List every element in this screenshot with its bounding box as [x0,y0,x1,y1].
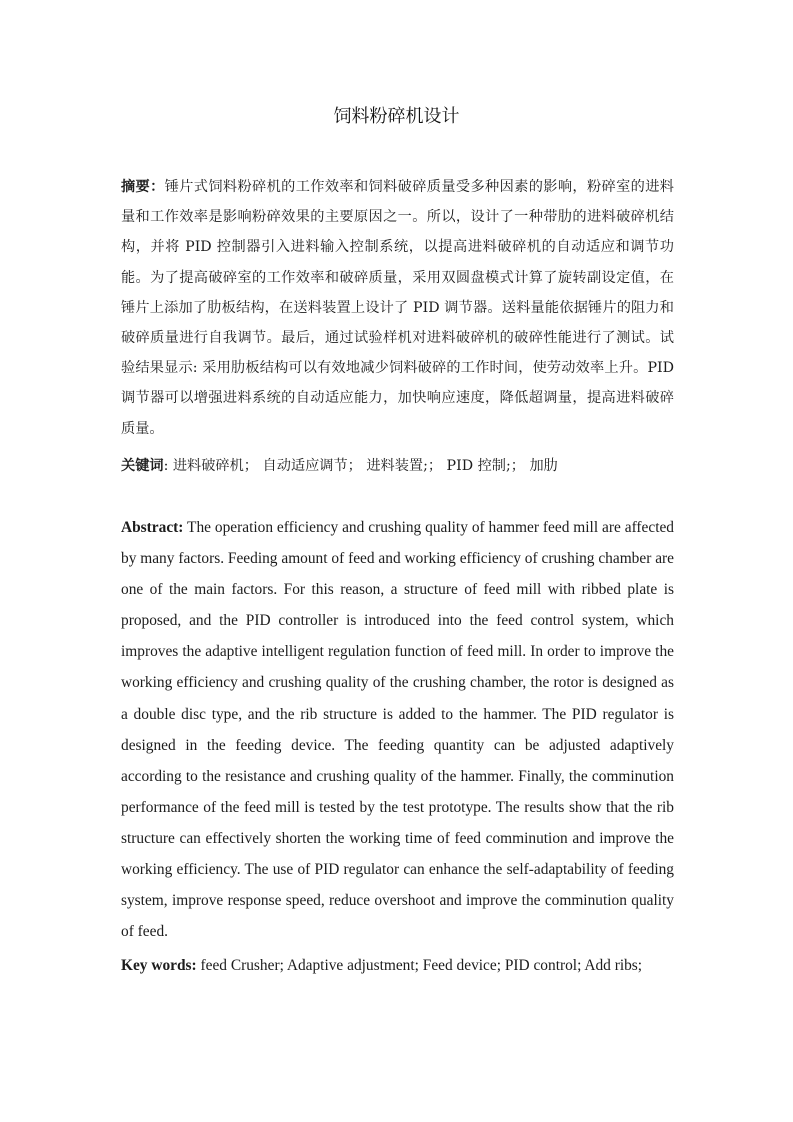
english-abstract [121,512,674,947]
chinese-keywords-text: : 进料破碎机； 自动适应调节； 进料装置;； PID 控制;； 加肋 [163,458,558,474]
english-abstract-label: Abstract: [121,519,184,536]
english-keywords [121,951,681,981]
chinese-keywords-label: 关键词 [121,458,164,474]
chinese-keywords [121,452,681,480]
english-keywords-label: Key words: [121,957,197,974]
chinese-abstract-text: 锤片式饲料粉碎机的工作效率和饲料破碎质量受多种因素的影响，粉碎室的进料量和工作效率是影响粉碎效果的主要原因之一。所以，设计了一种带肋的进料破碎机结构，并将 PID 控制器引入进料输入控制系统，以提高进料破碎机的自动适应和调节功能。为了提高破碎室的工作效率和破碎质量，采用双圆盘模式计算了旋转副设定值，在锤片上添加了肋板结构，在送料装置上设计了 PID 调节器。送料量能依据锤片的阻力和破碎质量进行自我调节。最后，通过试验样机对进料破碎机的破碎性能进行了测试。试验结果显示: 采用肋板结构可以有效地减少饲料破碎的工作时间，使劳动效率上升。PID 调节器可以增强进料系统的自动适应能力，加快响应速度，降低超调量，提高进料破碎质量。 [121,179,674,437]
english-keywords-text: feed Crusher; Adaptive adjustment; Feed device; PID control; Add ribs; [196,957,643,974]
chinese-abstract-label: 摘要： [121,179,165,195]
english-abstract-text: The operation efficiency and crushing quality of hammer feed mill are affected by many factors. Feeding amount of feed and working efficiency of crushing chamber are one of the main factors. For this reason, a structure of feed mill with ribbed plate is proposed, and the PID controller is introduced into the feed control system, which improves the adaptive intelligent regulation function of feed mill. In order to improve the working efficiency and crushing quality of the crushing chamber, the rotor is designed as a double disc type, and the rib structure is added to the hammer. The PID regulator is designed in the feeding device. The feeding quantity can be adjusted adaptively according to the resistance and crushing quality of the hammer. Finally, the comminution performance of the feed mill is tested by the test prototype. The results show that the rib structure can effectively shorten the working time of feed comminution and improve the working efficiency. The use of PID regulator can enhance the self-adaptability of feeding system, improve response speed, reduce overshoot and improve the comminution quality of feed. [121,519,674,941]
chinese-abstract [121,172,674,444]
document-title: 饲料粉碎机设计 [333,106,460,127]
